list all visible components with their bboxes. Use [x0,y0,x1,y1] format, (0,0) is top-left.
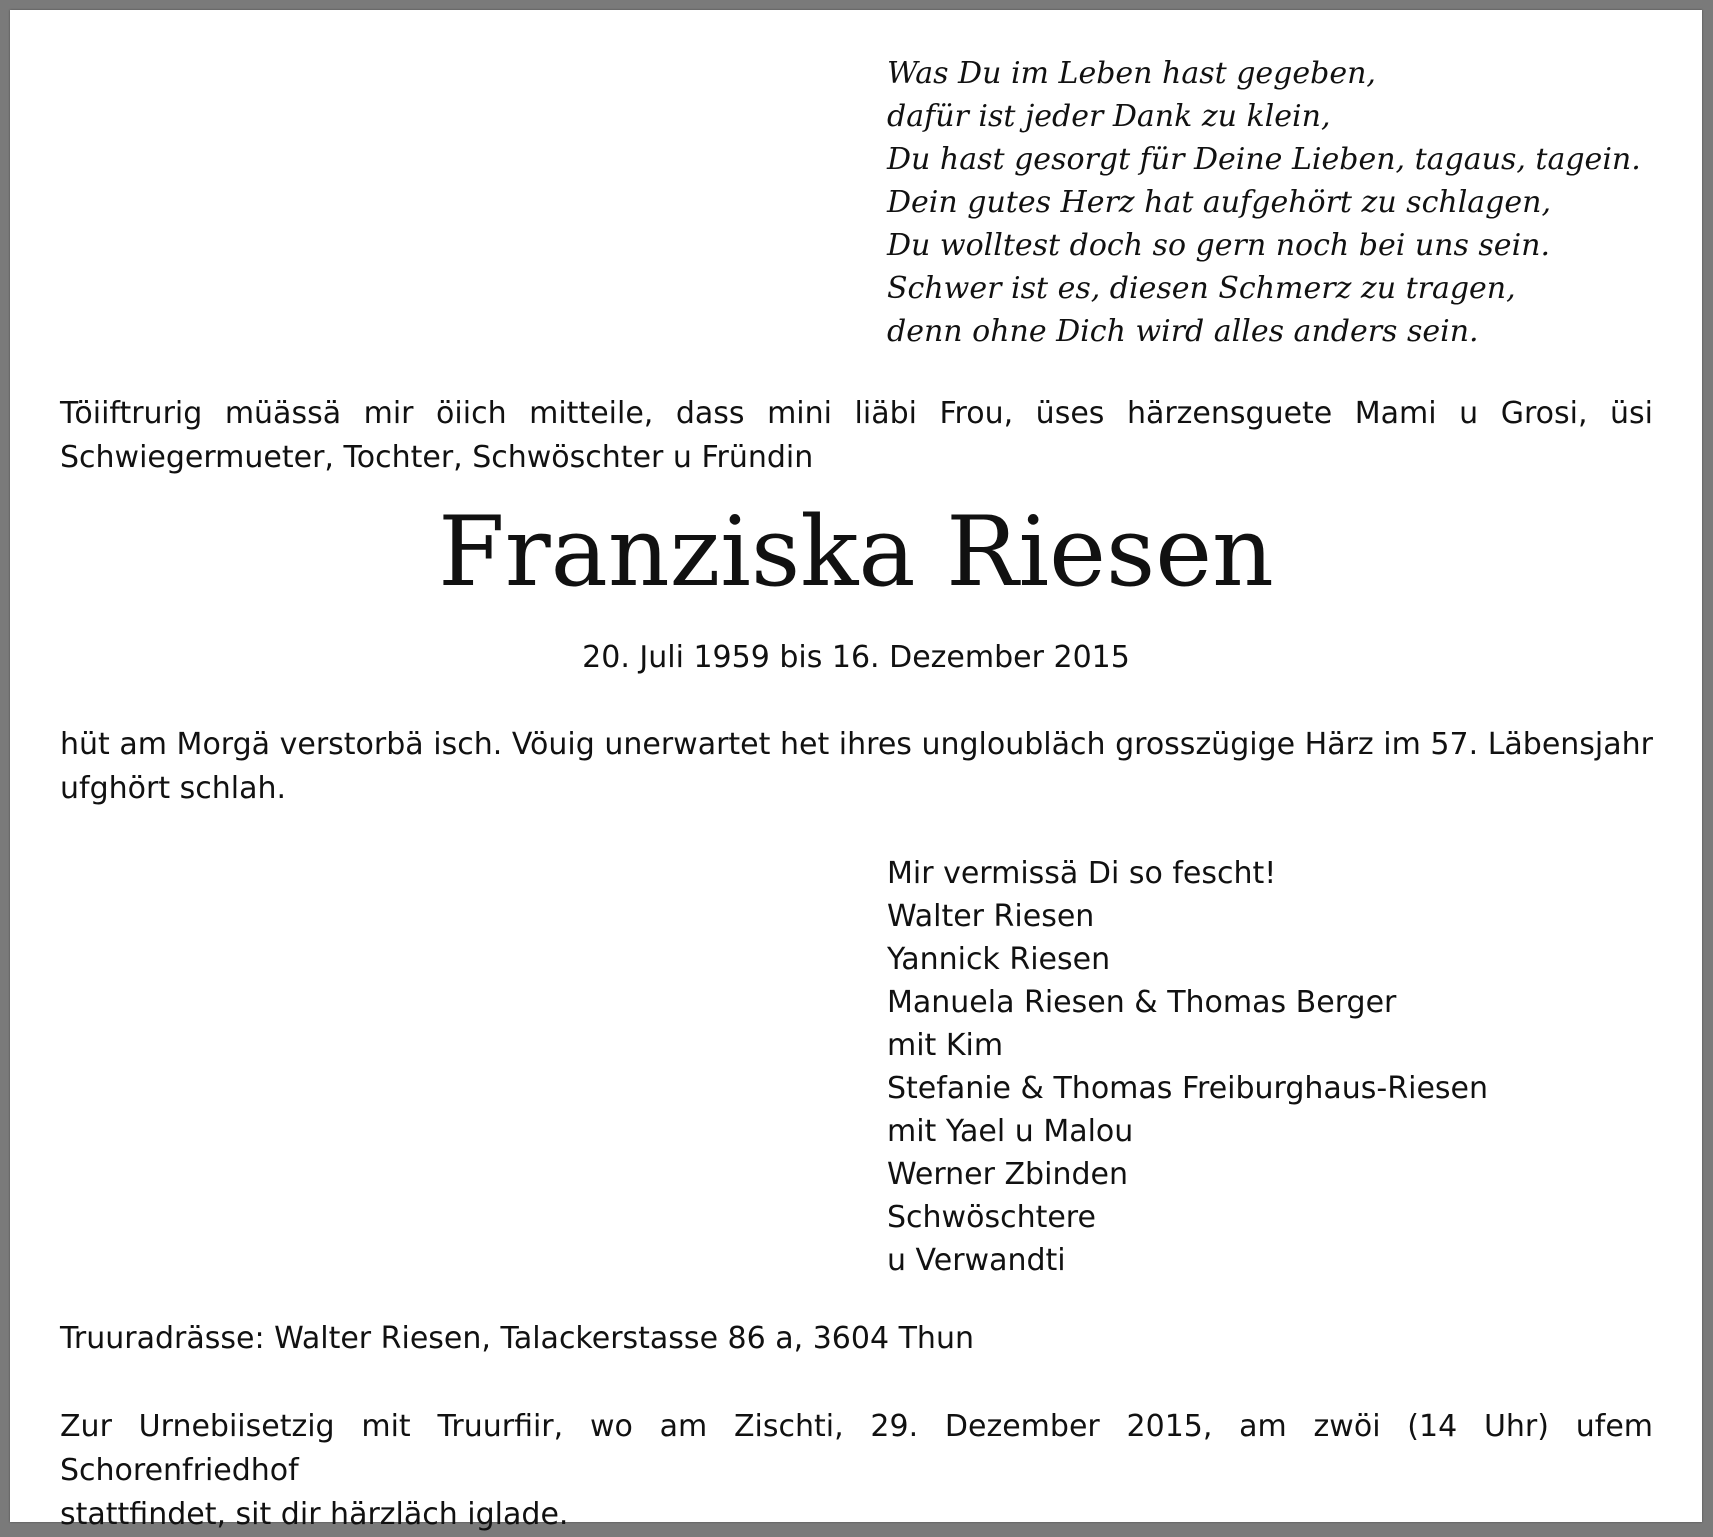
announcement-paragraph [60,723,1653,811]
mourner-line: Werner Zbinden [887,1157,1128,1192]
poem-line: Was Du im Leben hast gegeben, [887,56,1376,91]
memorial-poem [887,52,1641,353]
mourner-line: Walter Riesen [887,899,1095,934]
funeral-line-2: stattfindet, sit dir härzläch iglade. [60,1497,569,1532]
obituary-page [10,10,1702,1532]
deceased-name: Franziska Riesen [438,496,1274,608]
mourner-line: Stefanie & Thomas Freiburghaus-Riesen [887,1071,1488,1106]
poem-line: denn ohne Dich wird alles anders sein. [887,314,1479,349]
mourning-address: Truuradrässe: Walter Riesen, Talackerstasse 86 a, 3604 Thun [60,1321,974,1356]
funeral-line-1: Zur Urnebiisetzig mit Truurfiir, wo am Zischti, 29. Dezember 2015, am zwöi (14 Uhr) ufem Schorenfriedhof [60,1409,1653,1488]
funeral-notice [60,1405,1653,1537]
mourners-list [887,852,1488,1282]
mourner-line: Manuela Riesen & Thomas Berger [887,985,1397,1020]
poem-line: Du hast gesorgt für Deine Lieben, tagaus, tagein. [887,142,1641,177]
mourner-line: mit Kim [887,1028,1004,1063]
mourner-line: Schwöschtere [887,1200,1096,1235]
poem-line: dafür ist jeder Dank zu klein, [887,99,1331,134]
announcement-line-2: ufghört schlah. [60,771,287,806]
intro-line-2: Schwiegermueter, Tochter, Schwöschter u Fründin [60,440,814,475]
mourner-line: Mir vermissä Di so fescht! [887,856,1277,891]
life-dates: 20. Juli 1959 bis 16. Dezember 2015 [582,640,1130,675]
poem-line: Du wolltest doch so gern noch bei uns sein. [887,228,1551,263]
intro-line-1: Töiiftrurig müässä mir öiich mitteile, dass mini liäbi Frou, üses härzensguete Mami u Grosi, üsi [60,396,1653,431]
poem-line: Schwer ist es, diesen Schmerz zu tragen, [887,271,1516,306]
intro-paragraph [60,392,1653,480]
announcement-line-1: hüt am Morgä verstorbä isch. Vöuig unerwartet het ihres ungloubläch grosszügige Härz im 57. Läbensjahr [60,727,1653,762]
mourner-line: u Verwandti [887,1243,1066,1278]
mourner-line: mit Yael u Malou [887,1114,1134,1149]
mourner-line: Yannick Riesen [887,942,1111,977]
poem-line: Dein gutes Herz hat aufgehört zu schlagen, [887,185,1551,220]
